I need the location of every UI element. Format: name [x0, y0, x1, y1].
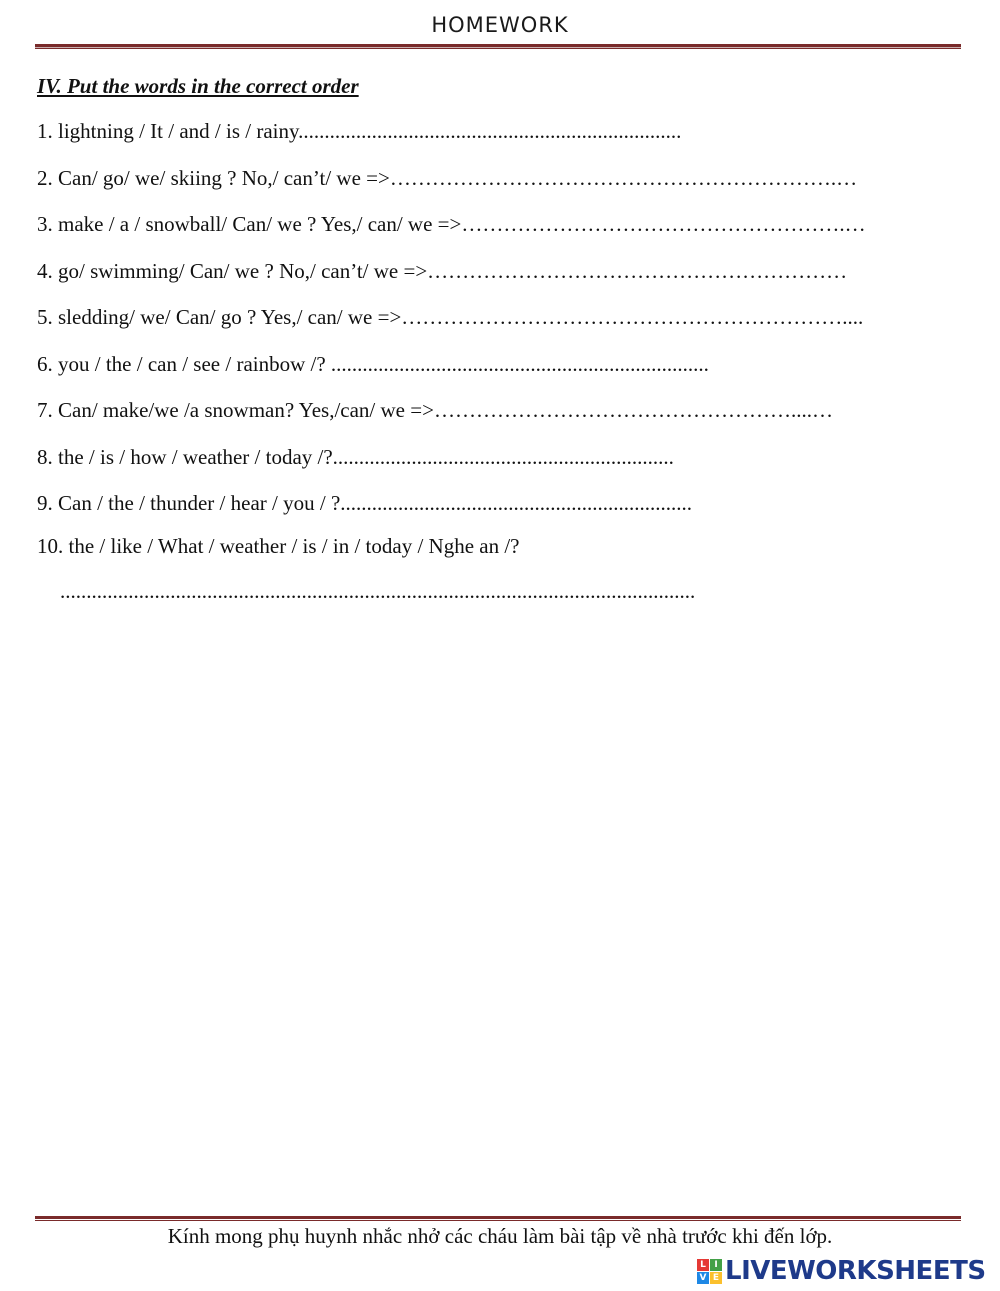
exercise-item-8: 8. the / is / how / weather / today /?................................................................. [37, 445, 674, 469]
footer-note: Kính mong phụ huynh nhắc nhở các cháu làm bài tập về nhà trước khi đến lớp. [167, 1224, 833, 1248]
exercise-item-2: 2. Can/ go/ we/ skiing ? No,/ can’t/ we =>……………………………………………………….… [37, 166, 858, 190]
logo-text: LIVEWORKSHEETS [725, 1256, 986, 1286]
header-divider [35, 44, 961, 48]
logo-letter-i: I [710, 1259, 722, 1271]
exercise-item-3: 3. make / a / snowball/ Can/ we ? Yes,/ can/ we =>……………………………………………….… [37, 212, 866, 236]
logo-letter-e: E [710, 1272, 722, 1284]
section-title: IV. Put the words in the correct order [37, 74, 359, 98]
exercise-item-10: 10. the / like / What / weather / is / in / today / Nghe an /? [37, 534, 520, 558]
exercise-item-4: 4. go/ swimming/ Can/ we ? No,/ can’t/ we =>…………………………………………………… [37, 259, 848, 283]
exercise-item-1: 1. lightning / It / and / is / rainy......................................................................... [37, 119, 682, 143]
footer-divider [35, 1216, 961, 1219]
logo-icon [697, 1259, 722, 1284]
exercise-item-7: 7. Can/ make/we /a snowman? Yes,/can/ we =>……………………………………………....… [37, 398, 833, 422]
answer-line-10: ......................................................................................................................... [60, 579, 696, 603]
exercise-item-9: 9. Can / the / thunder / hear / you / ?................................................................... [37, 491, 693, 515]
exercise-item-5: 5. sledding/ we/ Can/ go ? Yes,/ can/ we =>……………………………………………………….... [37, 305, 864, 329]
exercise-item-6: 6. you / the / can / see / rainbow /? ........................................................................ [37, 352, 709, 376]
logo-letter-l: L [697, 1259, 709, 1271]
page-title: HOMEWORK [431, 13, 569, 37]
liveworksheets-logo [697, 1256, 986, 1286]
logo-letter-v: V [697, 1272, 709, 1284]
